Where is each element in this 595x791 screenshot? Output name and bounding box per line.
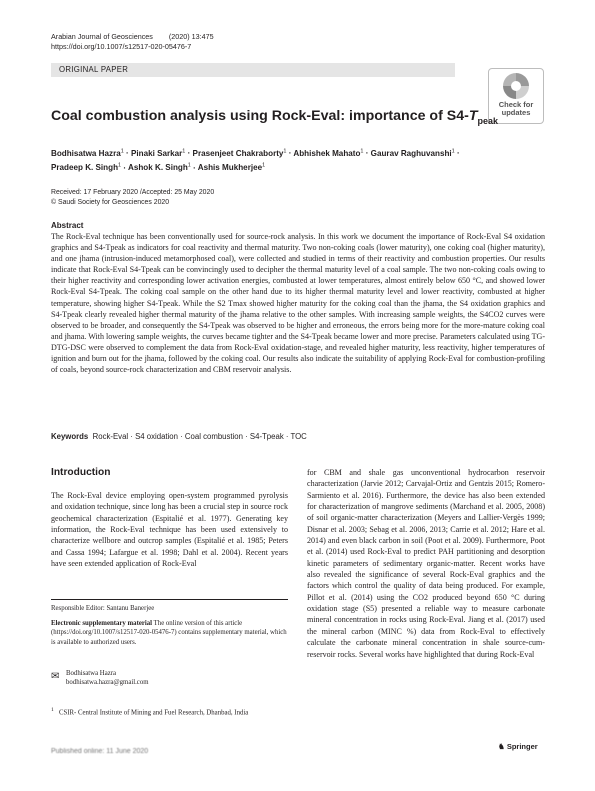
keywords-text: Rock-Eval · S4 oxidation · Coal combustion · S4-Tpeak · TOC	[92, 432, 307, 441]
journal-citation: (2020) 13:475	[168, 32, 214, 41]
article-dates	[51, 188, 214, 207]
esm-note: Electronic supplementary material The online version of this article (https://doi.org/10.1007/s12517-020-05476-7) contains supplementary material, which is available to authorized users.	[51, 620, 287, 646]
abstract-text: The Rock-Eval technique has been conventionally used for source-rock analysis. In this work we document the importance of Rock-Eval S4 oxidation graphics and S4-Tpeak as indicators for coal reactivity and thermal maturity. Two non-coking coals (lower maturity), one coking coal (higher maturity), and one jhama (intrusion-induced metamorphosed coal), were collected and studied in terms of their reactivity and combustion properties. Our results indicate that Rock-Eval S4-Tpeak can be convincingly used to decipher the thermal maturity level of a coal sample. The two non-coking coals owing to their higher reactivity and corresponding lower activation energies, combusted at lower temperatures, almost entirely below 650 °C, and showed lower Rock-Eval S4-Tpeak. The coking coal sample on the other hand due to its higher thermal maturity level and lower reactivity, combusted at higher temperature, showing higher S4-Tpeak. While the S2 Tmax showed higher maturity for the coking coal than the jhama, the S4 oxidation graphics and S4-Tpeak clearly revealed higher thermal maturity of the jhama relative to the other samples. With increasing sample weights, the S4CO2 curves were observed to be broader, and consequently the S4-Tpeak was observed to be higher and erroneous, the errors being more for the more-mature coking coal and jhama. With lowering sample weights, the curves became tighter and the S4-Tpeak became lower and more precise. Parameters calculated using TG-DTG-DSC were observed to complement the data from Rock-Eval oxidation-stage, and revealed higher maturity, less reactivity, higher temperatures of ignition and burn out for the jhama, followed by the coking coal. Our results also indicate the suitability of applying Rock-Eval for combustion-profiling of coals, beyond source-rock characterization and CBM reservoir analysis.	[51, 232, 545, 375]
section-heading-introduction: Introduction	[51, 467, 111, 478]
copyright: © Saudi Society for Geosciences 2020	[51, 198, 170, 206]
updates-line1: Check for	[498, 100, 534, 109]
author-list: Bodhisatwa Hazra$^1$ · Pinaki Sarkar$^1$ · Prasenjeet Chakraborty$^1$ · Abhishek Mahato$^1$ · Gaurav Raghuvanshi$^1$ · Pradeep K. Singh$^1$ · Ashok K. Singh$^1$ · Ashis Mukherjee$^1$	[51, 148, 460, 173]
author[interactable]: Gaurav Raghuvanshi$^1$	[370, 148, 455, 158]
author[interactable]: Bodhisatwa Hazra$^1$	[51, 148, 124, 158]
updates-line2: updates	[501, 108, 531, 117]
correspondence	[66, 669, 149, 688]
affiliation: $^1$ CSIR- Central Institute of Mining and Fuel Research, Dhanbad, India	[51, 707, 249, 717]
keywords-label: Keywords	[51, 432, 89, 441]
springer-horse-icon: ♞	[498, 742, 505, 751]
correspondence-email[interactable]: bodhisatwa.hazra@gmail.com	[66, 679, 149, 687]
published-online: Published online: 11 June 2020	[51, 748, 149, 755]
correspondence-name: Bodhisatwa Hazra	[66, 670, 117, 677]
check-for-updates-icon	[503, 73, 529, 99]
springer-logo: ♞ Springer	[498, 742, 538, 751]
envelope-icon: ✉	[51, 671, 60, 682]
received-accepted: Received: 17 February 2020 /Accepted: 25 May 2020	[51, 189, 215, 196]
doi-link[interactable]: https://doi.org/10.1007/s12517-020-05476-7	[51, 42, 192, 51]
intro-column-left: The Rock-Eval device employing open-system programmed pyrolysis and oxidation technique, since long has been a crucial step in source rock geochemical characterization (Espitalié et al. 1977). Generating key information, the Rock-Eval technique has been used extensively to characterize wellbore and outcrop samples (Espitalié et al. 1985; Peters and Cassa 1994; Lafargue et al. 1998; Dahl et al. 2004). Recent years have seen extended application of Rock-Eval	[51, 491, 288, 569]
keywords	[51, 432, 307, 441]
article-type-banner: ORIGINAL PAPER	[51, 63, 455, 77]
footnote-divider	[51, 599, 288, 600]
author[interactable]: Abhishek Mahato$^1$	[293, 148, 364, 158]
author[interactable]: Prasenjeet Chakraborty$^1$	[192, 148, 287, 158]
paper-title: Coal combustion analysis using Rock-Eval: importance of $S4-T_{peak}$	[51, 108, 499, 126]
author[interactable]: Ashis Mukherjee$^1$	[197, 162, 266, 173]
author[interactable]: Ashok K. Singh$^1$	[127, 162, 191, 173]
journal-name: Arabian Journal of Geosciences	[51, 32, 153, 41]
author[interactable]: Pinaki Sarkar$^1$	[130, 148, 186, 158]
responsible-editor: Responsible Editor: Santanu Banerjee	[51, 605, 155, 612]
intro-column-right: for CBM and shale gas unconventional hydrocarbon reservoir characterization (Jarvie 2012; Carvajal-Ortiz and Gentzis 2015; Romero-Sarmiento et al. 2016). Furthermore, the device has also been extended for characterization of mangrove sediments (Marchand et al. 2005, 2008) of soil organic-matter characterization (Meyers and Lallier-Vergès 1999; Disnar et al. 2003; Sebag et al. 2006, 2013; Carrie et al. 2012; Hare et al. 2014) and even black carbon in soil (Poot et al. 2009). Furthermore, Poot et al. (2014) used Rock-Eval to predict PAH partitioning and desorption kinetic parameters of sedimentary organic-matter. Recent works have also revealed the significance of several Rock-Eval graphics and the factors which control the quality of data being produced. For example, Pillot et al. (2014) using the CO2 produced beyond 650 °C during oxidation stage (S5) presented a reliable way to measure carbonate mineral concentration in rocks using Rock-Eval. Jiang et al. (2017) used the mineral carbon (MINC %) data from Rock-Eval to effectively calculate the carbonate mineral concentration in shale source-cum-reservoir rocks. Several works have highlighted that during Rock-Eval	[307, 468, 545, 659]
author[interactable]: Pradeep K. Singh$^1$	[51, 162, 122, 173]
abstract-heading: Abstract	[51, 221, 84, 230]
journal-header	[51, 32, 214, 52]
